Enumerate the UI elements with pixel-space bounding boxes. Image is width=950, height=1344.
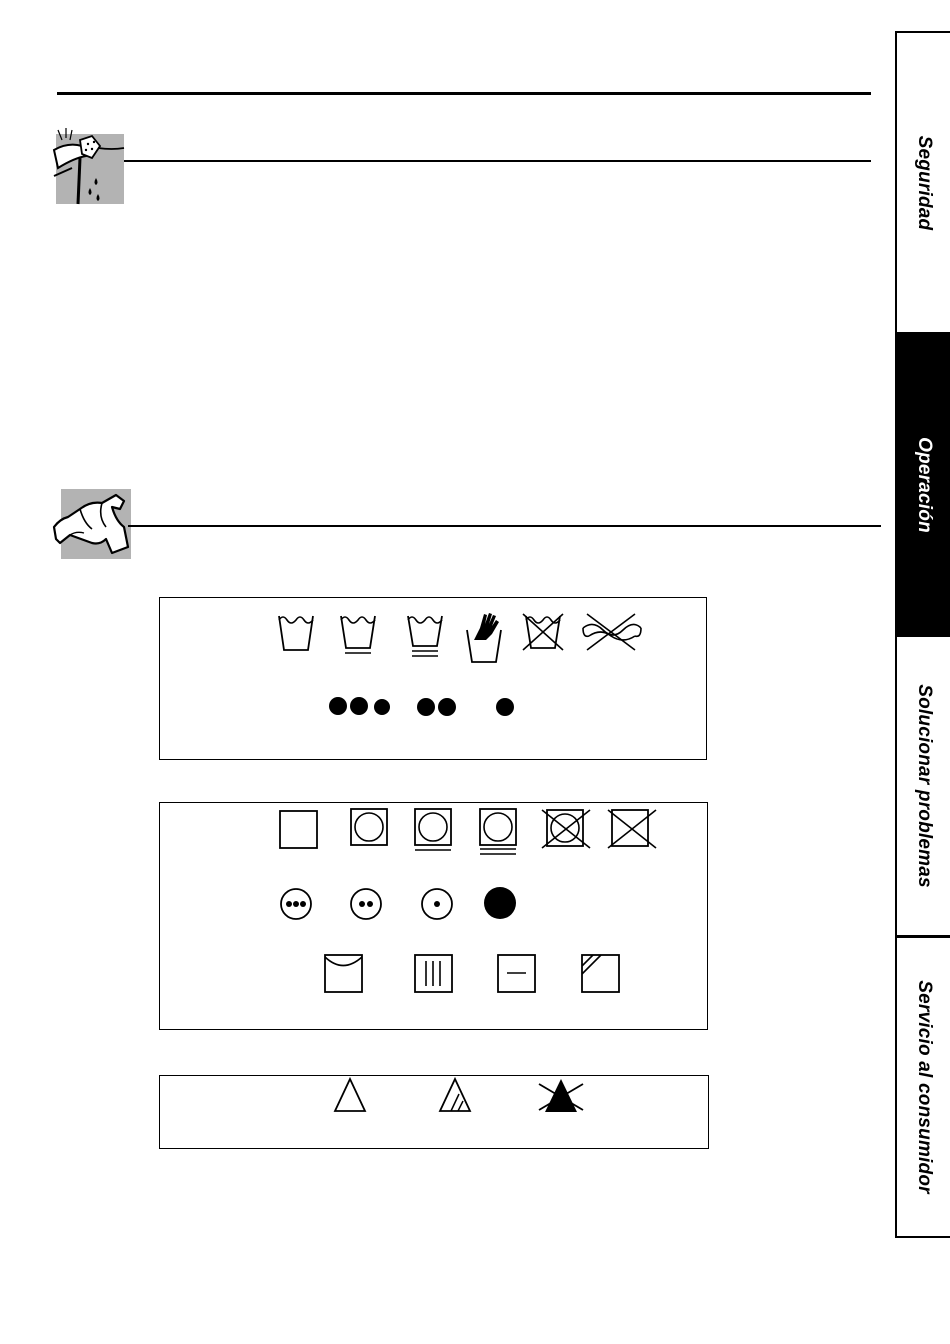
wash-tub-icon (276, 610, 316, 656)
do-not-wash-icon (521, 610, 565, 654)
tab-servicio-al-consumidor-label: Servicio al consumidor (913, 980, 935, 1194)
tumble-dry-gentle-icon (477, 806, 521, 858)
tumble-dry-permanent-press-icon (412, 806, 456, 854)
wash-cold-dot-icon (495, 697, 517, 719)
any-bleach-icon (332, 1076, 368, 1114)
wash-tub-permanent-press-icon (338, 610, 378, 658)
hand-wiping-with-sponge-icon (52, 128, 126, 206)
do-not-dry-icon (606, 806, 658, 852)
wash-hot-dots-icon (328, 696, 392, 718)
wash-tub-gentle-icon (405, 610, 445, 662)
tab-operacion-label: Operación (913, 436, 935, 533)
do-not-tumble-dry-icon (540, 806, 592, 852)
drip-dry-icon (412, 952, 456, 996)
tab-seguridad[interactable] (895, 31, 950, 334)
dry-high-heat-icon (278, 886, 314, 922)
section-rule-clothing (128, 525, 881, 527)
tab-operacion[interactable] (895, 333, 950, 636)
wash-warm-dots-icon (416, 697, 458, 719)
hand-wash-icon (464, 610, 504, 666)
dry-low-heat-icon (419, 886, 455, 922)
tab-solucionar-problemas[interactable] (895, 635, 950, 937)
tumble-dry-normal-icon (348, 806, 392, 850)
section-rule-cleaning (124, 160, 871, 162)
non-chlorine-bleach-icon (437, 1076, 473, 1114)
do-not-wring-icon (579, 612, 643, 652)
tab-servicio-al-consumidor[interactable] (895, 936, 950, 1238)
tumble-dry-square-icon (277, 808, 321, 852)
cleaning-illustration (52, 128, 126, 206)
tab-seguridad-label: Seguridad (913, 135, 935, 230)
do-not-bleach-icon (535, 1076, 587, 1116)
bleach-symbols-box (159, 1075, 709, 1149)
line-dry-icon (322, 952, 366, 996)
shirt-garment-icon (50, 487, 132, 561)
clothing-illustration (50, 487, 132, 561)
dry-no-heat-icon (482, 885, 518, 921)
top-rule (57, 92, 871, 95)
dry-in-shade-icon (579, 952, 623, 996)
dry-medium-heat-icon (348, 886, 384, 922)
dry-flat-icon (495, 952, 539, 996)
tab-solucionar-problemas-label: Solucionar problemas (913, 684, 935, 888)
